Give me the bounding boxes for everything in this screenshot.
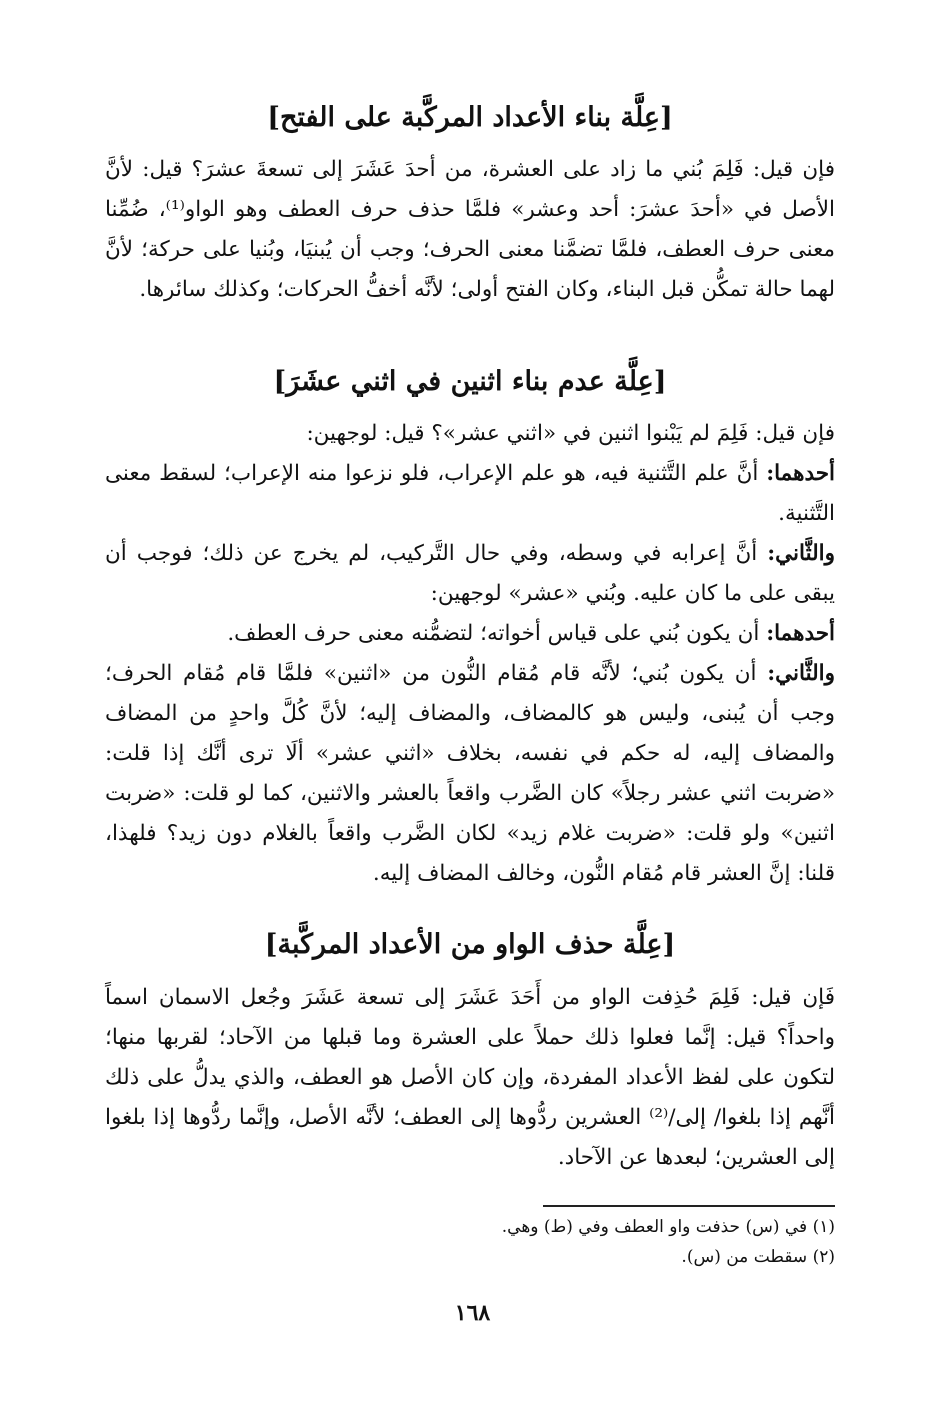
section-heading: [عِلَّة حذف الواو من الأعداد المركَّبة] [264,929,676,960]
section-body [105,414,835,894]
section-heading: [عِلَّة عدم بناء اثنين في اثني عشَرَ] [273,366,667,397]
paragraph-text: فإن قيل: فَلِمَ بُني ما زاد على العشرة، من أحدَ عَشَرَ إلى تسعةَ عشرَ؟ قيل: لأنَّ الأصل في «أحدَ عشرَ: أحد وعشر» فلمَّا حذف حرف العطف وهو الواو⁽¹⁾، ضُمِّنا معنى حرف العطف، فلمَّا تضمَّنا معنى الحرف؛ وجب أن يُبنيَا، وبُنيا على حركة؛ لأنَّ لهما حالة تمكُّن قبل البناء، وكان الفتح أولى؛ لأنَّه أخفُّ الحركات؛ وكذلك سائرها. [105,157,835,302]
paragraph [105,654,835,894]
section-body [105,150,835,310]
paragraph [105,454,835,534]
paragraph [105,978,835,1178]
paragraph [105,614,835,654]
paragraph-lead: أحدهما: [766,461,835,486]
section-heading: [عِلَّة بناء الأعداد المركَّبة على الفتح] [267,102,673,133]
paragraph-lead: والثَّاني: [767,541,835,566]
paragraph-text: فإن قيل: فَلِمَ لم يَبْنوا اثنين في «اثني عشر»؟ قيل: لوجهين: [306,421,835,446]
paragraph [105,414,835,454]
footnote: (٢) سقطت من (س). [681,1247,835,1267]
paragraph [105,534,835,614]
paragraph-lead: والثَّاني: [767,661,835,686]
paragraph-text: فَإن قيل: فَلِمَ حُذِفت الواو من أَحَدَ عَشَرَ إلى تسعة عَشَرَ وجُعل الاسمان اسماً واحداً؟ قيل: إنَّما فعلوا ذلك حملاً على العشرة وما قبلها من الآحاد؛ لقربها منها؛ لتكون على لفظ الأعداد المفردة، وإن كان الأصل هو العطف، والذي يدلُّ على ذلك أنَّهم إذا بلغوا/ إلى/⁽²⁾ العشرين ردُّوها إلى العطف؛ لأنَّه الأصل، وإنَّما ردُّوها إذا بلغوا إلى العشرين؛ لبعدها عن الآحاد. [105,985,835,1170]
footnote-separator [543,1205,835,1207]
section-body [105,978,835,1178]
footnotes [105,1212,835,1272]
paragraph-text: أن يكون بُني على قياس أخواته؛ لتضمُّنه معنى حرف العطف. [227,621,767,646]
paragraph-lead: أحدهما: [766,621,835,646]
paragraph-text: أن يكون بُني؛ لأنَّه قام مُقام النُّون من «اثنين» فلمَّا قام مُقام الحرف؛ وجب أن يُبنى، وليس هو كالمضاف، والمضاف إليه؛ لأنَّ كُلَّ واحدٍ من المضاف والمضاف إليه، له حكم في نفسه، بخلاف «اثني عشر» ألَا ترى أنَّك إذا قلت: «ضربت اثني عشر رجلاً» كان الضَّرب واقعاً بالعشر والاثنين، كما لو قلت: «ضربت اثنين» ولو قلت: «ضربت غلام زيد» لكان الضَّرب واقعاً بالغلام دون زيد؟ فلهذا، قلنا: إنَّ العشر قام مُقام النُّون، وخالف المضاف إليه. [105,661,835,886]
page-number: ١٦٨ [454,1300,491,1326]
paragraph-text: أنَّ إعرابه في وسطه، وفي حال التَّركيب، لم يخرج عن ذلك؛ فوجب أن يبقى على ما كان عليه. وبُني «عشر» لوجهين: [105,541,835,606]
footnote: (١) في (س) حذفت واو العطف وفي (ط) وهي. [501,1217,835,1237]
paragraph [105,150,835,310]
paragraph-text: أنَّ علم التَّثنية فيه، هو علم الإعراب، فلو نزعوا منه الإعراب؛ لسقط معنى التَّثنية. [105,461,835,526]
